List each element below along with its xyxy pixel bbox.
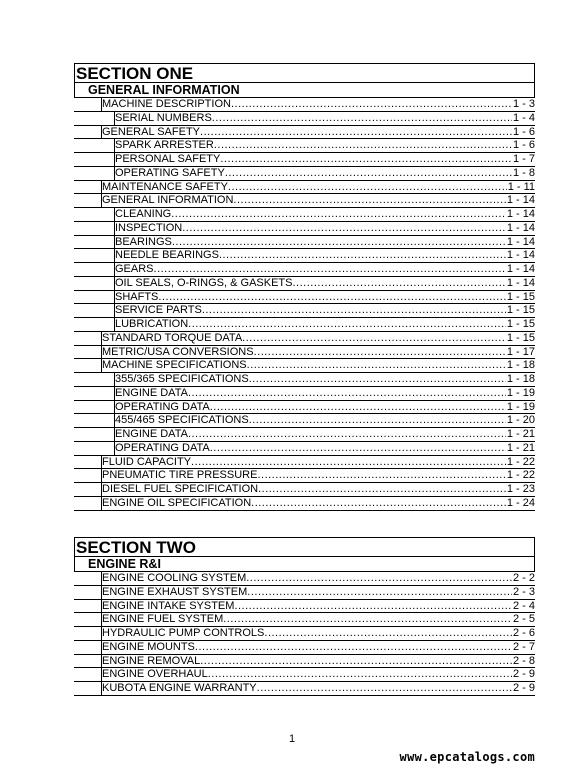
dot-leader (210, 401, 506, 414)
dot-leader (247, 359, 506, 372)
toc-entry-label: 355/365 SPECIFICATIONS (115, 373, 249, 385)
toc-entry-page: 2 - 6 (512, 627, 535, 639)
toc-entry[interactable] (74, 469, 535, 483)
toc-entry-label: ENGINE INTAKE SYSTEM (102, 599, 235, 612)
dot-leader (200, 126, 512, 139)
toc-entry-label: GENERAL INFORMATION (102, 194, 234, 207)
toc-entry-page: 1 - 17 (506, 345, 535, 358)
toc-entry[interactable] (74, 98, 535, 112)
toc-entry[interactable] (74, 682, 535, 696)
watermark: www.epcatalogs.com (399, 750, 535, 764)
toc-entry[interactable] (74, 401, 535, 415)
dot-leader (212, 112, 512, 125)
toc-entry[interactable] (74, 600, 535, 614)
dot-leader (223, 613, 512, 626)
toc-entry[interactable] (74, 456, 535, 470)
toc-entry-label: INSPECTION (115, 221, 183, 234)
dot-leader (257, 682, 512, 695)
dot-leader (158, 291, 505, 304)
toc-entry[interactable] (74, 387, 535, 401)
toc-entry[interactable] (74, 627, 535, 641)
toc-entry-page: 2 - 5 (512, 613, 535, 626)
toc-entry-page: 1 - 14 (506, 263, 535, 275)
dot-leader (233, 194, 505, 207)
toc-entry[interactable] (74, 222, 535, 236)
toc-entry[interactable] (74, 668, 535, 682)
toc-entry[interactable] (74, 236, 535, 250)
toc-entry[interactable] (74, 641, 535, 655)
dot-leader (188, 428, 506, 441)
toc-entry-label: ENGINE REMOVAL (102, 654, 201, 667)
toc-entry[interactable] (74, 304, 535, 318)
toc-entry-page: 1 - 21 (506, 441, 535, 454)
toc-entry-label: ENGINE OIL SPECIFICATION (102, 496, 252, 509)
toc-entry-page: 1 - 19 (506, 400, 535, 413)
toc-entry[interactable] (74, 346, 535, 360)
section-subtitle: GENERAL INFORMATION (74, 83, 535, 98)
toc-entry-page: 1 - 15 (506, 290, 535, 303)
dot-leader (191, 456, 506, 469)
dot-leader (247, 586, 512, 599)
toc-entry-label: PNEUMATIC TIRE PRESSURE (102, 469, 258, 482)
toc-entry-label: HYDRAULIC PUMP CONTROLS (102, 627, 265, 639)
dot-leader (258, 483, 506, 496)
toc-entry[interactable] (74, 483, 535, 497)
toc-entry[interactable] (74, 332, 535, 346)
toc-entry-page: 1 - 8 (512, 166, 535, 179)
toc-entry[interactable] (74, 572, 535, 586)
dot-leader (292, 277, 505, 290)
dot-leader (234, 600, 512, 613)
toc-entry[interactable] (74, 373, 535, 387)
section-title: SECTION TWO (74, 537, 535, 557)
toc-entry[interactable] (74, 318, 535, 332)
dot-leader (225, 167, 512, 180)
toc-entry[interactable] (74, 442, 535, 456)
toc-entry-label: OPERATING DATA (115, 400, 210, 413)
toc-entry-label: ENGINE EXHAUST SYSTEM (102, 585, 248, 598)
toc-entry[interactable] (74, 263, 535, 277)
toc-entry-label: PERSONAL SAFETY (115, 153, 221, 165)
toc-entry-label: NEEDLE BEARINGS (115, 249, 219, 262)
section-one (74, 63, 535, 511)
toc-entry-page: 2 - 2 (512, 572, 535, 584)
toc-entry[interactable] (74, 194, 535, 208)
dot-leader (171, 208, 506, 221)
toc-entry-label: SERIAL NUMBERS (115, 111, 212, 124)
toc-entry-page: 1 - 3 (512, 98, 535, 110)
toc-entry-label: FLUID CAPACITY (102, 455, 192, 468)
toc-entry-page: 1 - 11 (507, 180, 535, 193)
toc-entry-page: 1 - 14 (506, 249, 535, 262)
dot-leader (254, 346, 506, 359)
toc-entry-label: STANDARD TORQUE DATA (102, 331, 243, 344)
dot-leader (219, 249, 506, 262)
toc-entry-page: 2 - 9 (512, 682, 535, 694)
dot-leader (249, 414, 506, 427)
toc-entry-label: SPARK ARRESTER (115, 139, 214, 152)
dot-leader (246, 572, 512, 585)
toc-entry[interactable] (74, 249, 535, 263)
dot-leader (257, 469, 505, 482)
toc-entry[interactable] (74, 112, 535, 126)
toc-entry-page: 1 - 22 (506, 455, 535, 468)
toc-entry[interactable] (74, 181, 535, 195)
toc-entry-label: GEARS (115, 263, 154, 275)
toc-entry-label: MACHINE SPECIFICATIONS (102, 359, 247, 372)
toc-entry[interactable] (74, 167, 535, 181)
toc-entry-label: SHAFTS (115, 290, 159, 303)
toc-entry-page: 2 - 4 (512, 599, 535, 612)
toc-entry-page: 1 - 14 (506, 221, 535, 234)
dot-leader (202, 304, 506, 317)
toc-entry-page: 1 - 15 (506, 304, 535, 317)
toc-entry-label: METRIC/USA CONVERSIONS (102, 345, 254, 358)
toc-entry-page: 1 - 6 (512, 125, 535, 138)
toc-entry-page: 1 - 22 (506, 469, 535, 482)
toc-entry-label: OIL SEALS, O-RINGS, & GASKETS (115, 276, 293, 289)
toc-entry-page: 1 - 21 (506, 428, 535, 440)
toc-entry-label: OPERATING DATA (115, 441, 210, 454)
section-title: SECTION ONE (74, 63, 535, 83)
toc-entry-page: 1 - 18 (506, 373, 535, 385)
toc-entry[interactable] (74, 613, 535, 627)
toc-entry-label: DIESEL FUEL SPECIFICATION (102, 483, 259, 495)
toc-entry-label: MACHINE DESCRIPTION (102, 98, 231, 110)
toc-entry-page: 2 - 8 (512, 654, 535, 667)
toc-entry[interactable] (74, 655, 535, 669)
dot-leader (264, 627, 512, 640)
toc-entry-label: ENGINE MOUNTS (102, 640, 195, 653)
toc-entry-label: 455/465 SPECIFICATIONS (115, 414, 249, 427)
toc-entry-label: LUBRICATION (115, 318, 189, 330)
toc-entry-label: ENGINE OVERHAUL (102, 668, 208, 681)
toc-entry-page: 1 - 19 (506, 386, 535, 399)
dot-leader (188, 318, 506, 331)
toc-entry[interactable] (74, 291, 535, 305)
dot-leader (228, 181, 507, 194)
toc-entry[interactable] (74, 277, 535, 291)
toc-entry-label: ENGINE DATA (115, 386, 188, 399)
toc-entry[interactable] (74, 414, 535, 428)
toc-entry-page: 1 - 7 (512, 153, 535, 165)
toc-entry-page: 1 - 4 (512, 111, 535, 124)
dot-leader (195, 641, 512, 654)
dot-leader (200, 655, 512, 668)
toc-entry-page: 1 - 14 (506, 208, 535, 220)
toc-list (74, 572, 535, 696)
section-subtitle: ENGINE R&I (74, 557, 535, 572)
dot-leader (231, 98, 512, 111)
toc-entry-page: 1 - 18 (506, 359, 535, 372)
toc-entry[interactable] (74, 139, 535, 153)
toc-entry-page: 1 - 15 (506, 331, 535, 344)
page-number: 1 (288, 733, 296, 745)
toc-entry-label: OPERATING SAFETY (115, 166, 225, 179)
toc-entry-page: 1 - 14 (506, 235, 535, 248)
toc-entry[interactable] (74, 497, 535, 511)
toc-entry[interactable] (74, 126, 535, 140)
toc-entry-label: GENERAL SAFETY (102, 125, 201, 138)
dot-leader (214, 139, 512, 152)
toc-entry-page: 1 - 15 (506, 318, 535, 330)
dot-leader (210, 442, 506, 455)
dot-leader (182, 222, 506, 235)
toc-entry-page: 2 - 9 (512, 668, 535, 681)
toc-entry-page: 1 - 23 (506, 483, 535, 495)
toc-entry-page: 1 - 6 (512, 139, 535, 152)
toc-entry-page: 1 - 14 (506, 194, 535, 207)
toc-entry-page: 1 - 14 (506, 276, 535, 289)
dot-leader (220, 153, 512, 166)
toc-entry-label: ENGINE FUEL SYSTEM (102, 613, 224, 626)
toc-entry[interactable] (74, 153, 535, 167)
toc-entry-label: KUBOTA ENGINE WARRANTY (102, 682, 257, 694)
toc-entry-label: ENGINE COOLING SYSTEM (102, 572, 247, 584)
dot-leader (208, 668, 512, 681)
toc-entry-page: 1 - 20 (506, 414, 535, 427)
dot-leader (249, 373, 506, 386)
dot-leader (154, 263, 506, 276)
toc-entry[interactable] (74, 208, 535, 222)
toc-entry-page: 1 - 24 (506, 496, 535, 509)
section-two (74, 537, 535, 696)
toc-list (74, 98, 535, 511)
toc-entry[interactable] (74, 586, 535, 600)
toc-entry-label: BEARINGS (115, 235, 172, 248)
toc-entry-page: 2 - 3 (512, 585, 535, 598)
dot-leader (251, 497, 506, 510)
dot-leader (188, 387, 506, 400)
toc-entry-page: 2 - 7 (512, 640, 535, 653)
dot-leader (242, 332, 506, 345)
toc-entry-label: CLEANING (115, 208, 172, 220)
dot-leader (172, 236, 506, 249)
toc-entry[interactable] (74, 359, 535, 373)
toc-entry[interactable] (74, 428, 535, 442)
toc-entry-label: MAINTENANCE SAFETY (102, 180, 228, 193)
toc-entry-label: ENGINE DATA (115, 428, 188, 440)
toc-entry-label: SERVICE PARTS (115, 304, 202, 317)
